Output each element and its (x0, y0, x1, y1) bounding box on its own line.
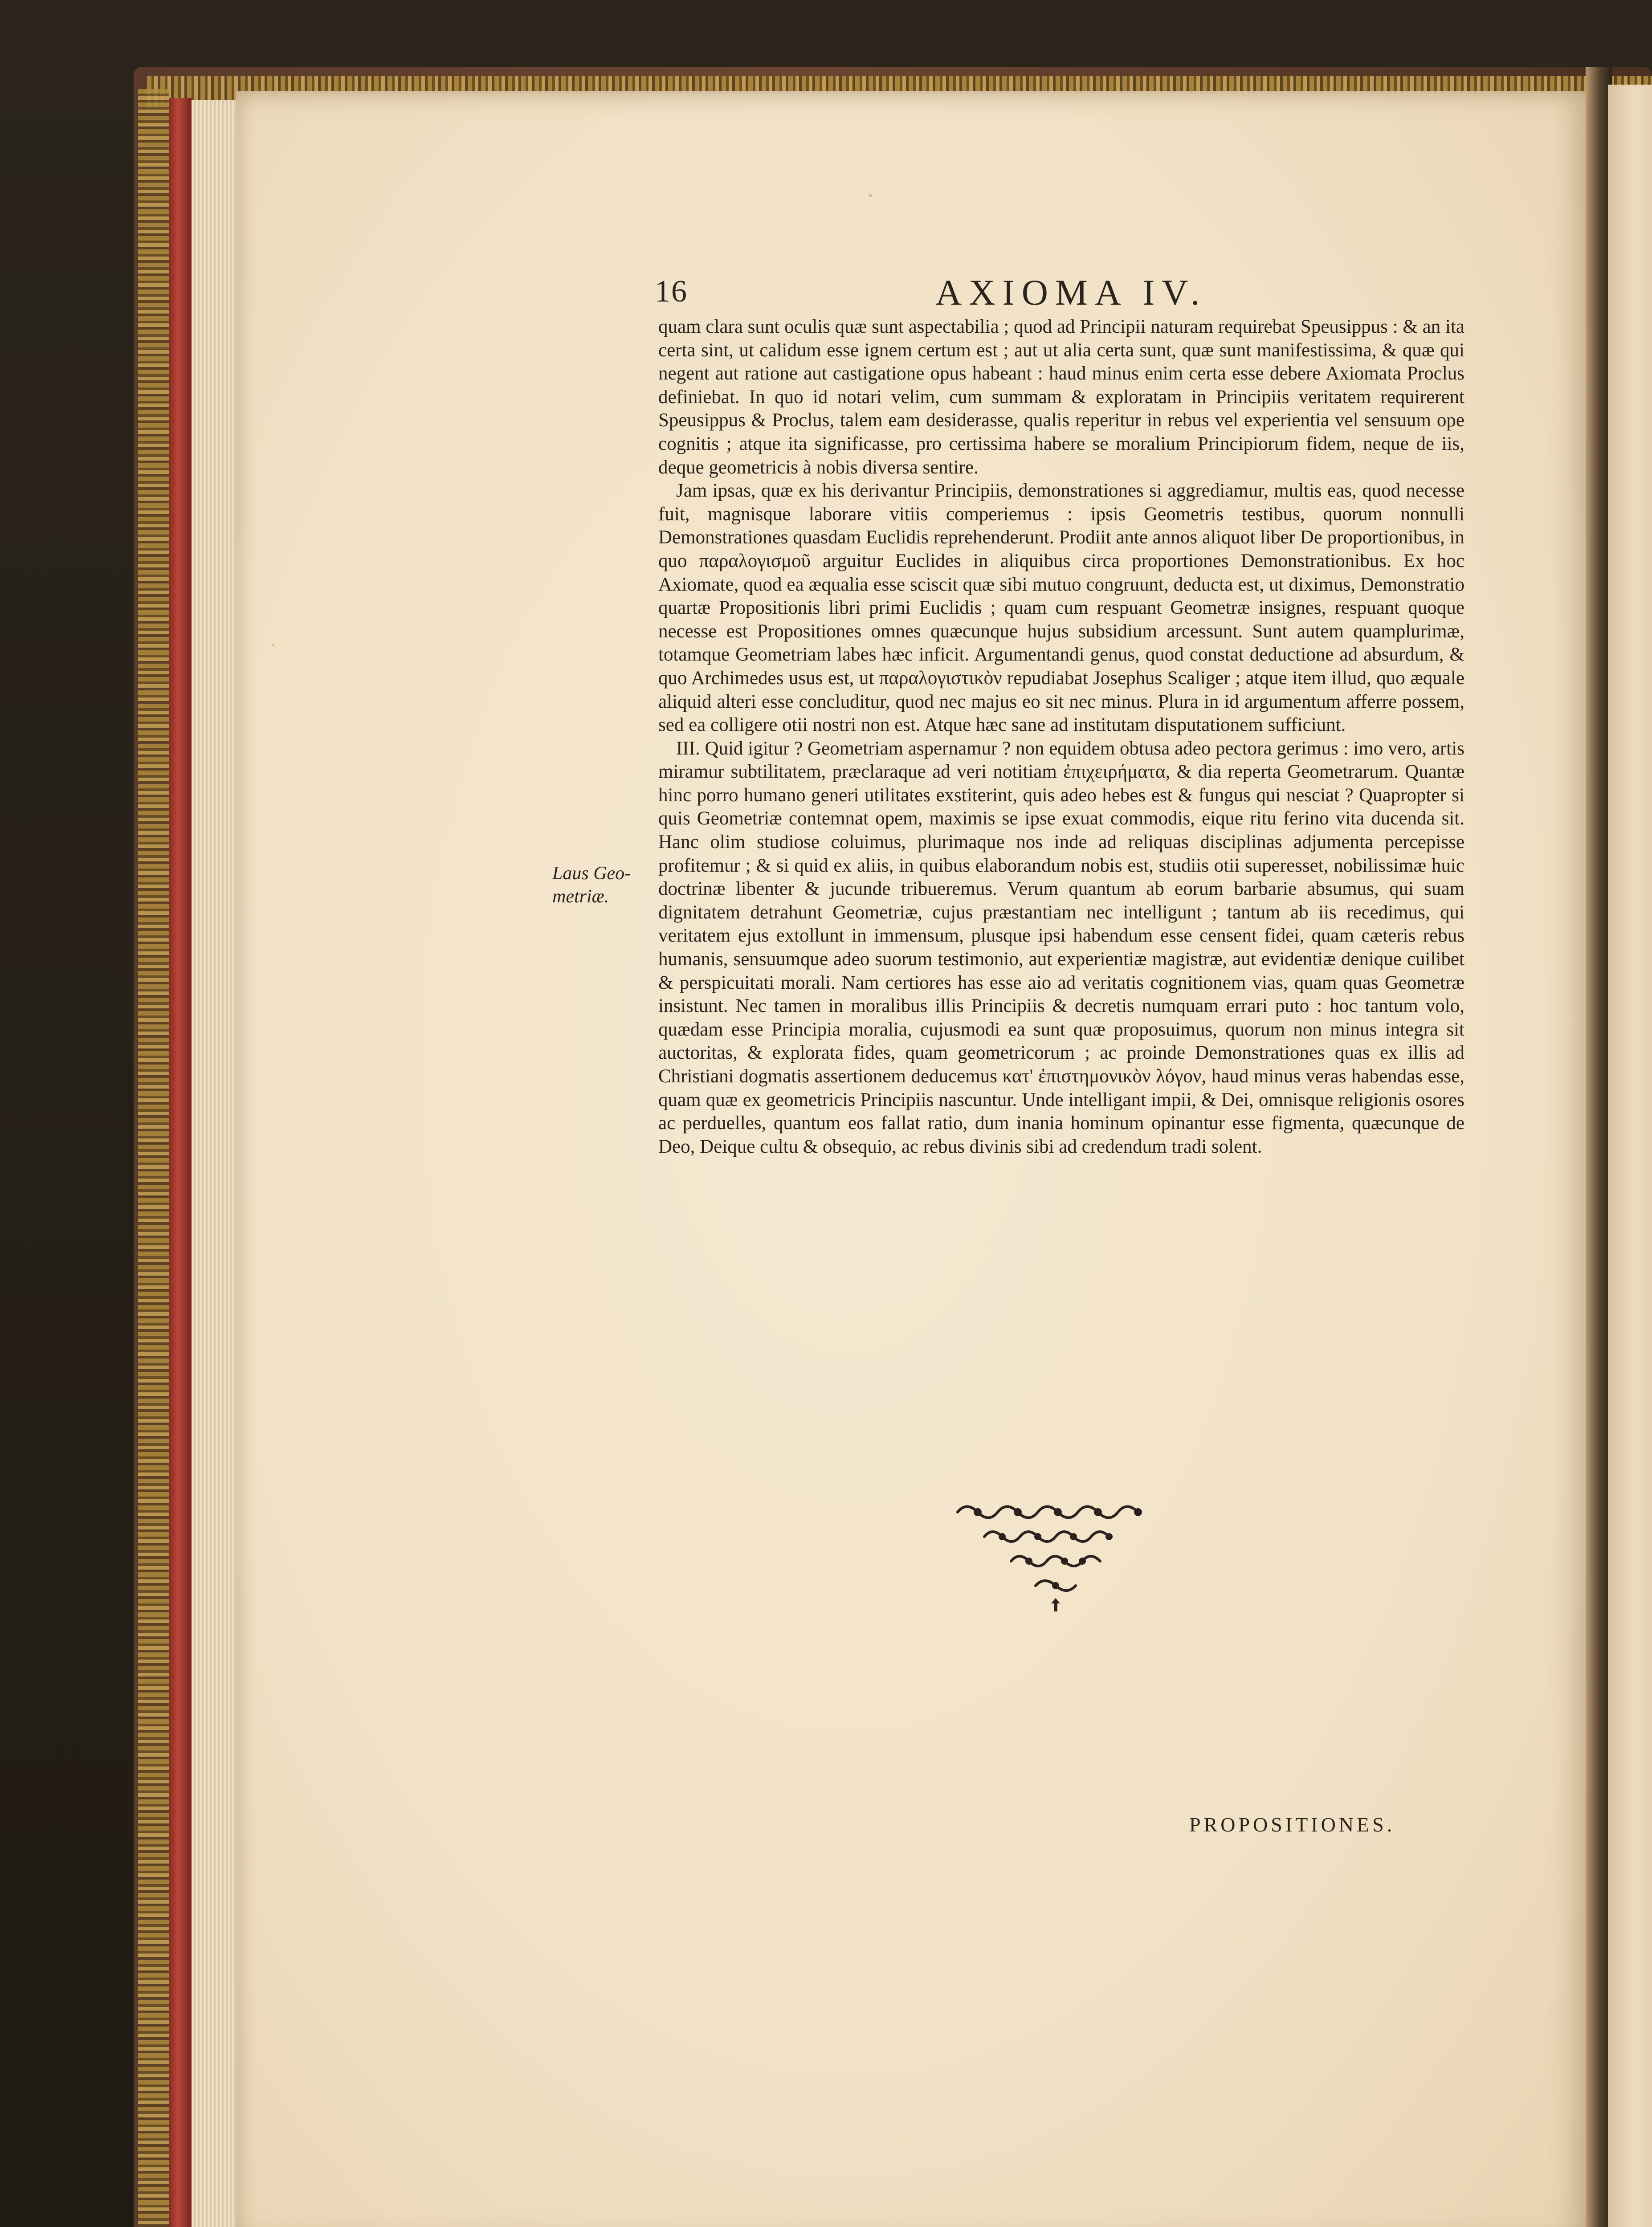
paper-spot (272, 644, 274, 646)
running-title: AXIOMA IV. (935, 272, 1207, 313)
margin-note-line: metriæ. (552, 886, 609, 907)
red-page-edge (169, 98, 192, 2227)
margin-note (552, 862, 650, 908)
running-head (655, 274, 1456, 314)
fleuron-tailpiece-icon (944, 1494, 1167, 1628)
body-text (658, 315, 1464, 1158)
paragraph: Jam ipsas, quæ ex his derivantur Principiis, demonstrationes si aggrediamur, multis eas, quod necesse fuit, magnisque laborare vitiis comperiemus : ipsis Geometris testibus, quorum nonnulli Demonstrationes quasdam Euclidis reprehenderunt. Prodiit ante annos aliquot liber De proportionibus, in quo παραλογισμοῦ arguitur Euclides in aliquibus circa proportiones Demonstrationibus. Ex hoc Axiomate, quod ea æqualia esse sciscit quæ sibi mutuo congruunt, deducta est, ut diximus, Demonstratio quartæ Propositionis libri primi Euclidis ; quam cum respuant Geometræ insignes, respuant quoque necesse est Propositiones omnes quæcunque hujus subsidium arcessunt. Sunt autem quamplurimæ, totamque Geometriam labes hæc inficit. Argumentandi genus, quod constat deductione ad absurdum, & quo Archimedes usus est, ut παραλογιστικὸν repudiabat Josephus Scaliger ; atque item illud, quo æquale aliquid alteri esse concluditur, quod nec majus eo sit nec minus. Plura in id argumentum afferre possem, sed ea colligere otii nostri non est. Atque hæc sane ad institutam disputationem sufficiunt. (658, 480, 1464, 736)
gilt-border-left (138, 89, 169, 2227)
paper-spot (869, 194, 872, 197)
margin-note-line: Laus Geo- (552, 863, 631, 884)
paragraph: quam clara sunt oculis quæ sunt aspectabilia ; quod ad Principii naturam requirebat Speusippus : & an ita certa sint, ut calidum esse ignem certum est ; aut ut alia certa sunt, quæ sunt manifestissima, & quæ qui negent aut ratione aut castigatione opus habeant : haud minus enim certa esse debere Axiomata Proclus definiebat. In quo id notari velim, cum summam & exploratam in Principiis veritatem requirerent Speusippus & Proclus, talem eam desiderasse, qualis reperitur in rebus vel experientia vel sensuum ope cognitis ; atque ita significasse, pro certissima habere se moralium Principiorum fidem, neque de iis, deque geometricis à nobis diversa sentire. (658, 316, 1464, 478)
catchword: PROPOSITIONES. (1189, 1813, 1395, 1836)
paragraph-section-III: III. Quid igitur ? Geometriam aspernamur ? non equidem obtusa adeo pectora gerimus : imo vero, artis miramur subtilitatem, præclaraque ad veri notitiam ἐπιχειρήματα, & dia reperta Geometrarum. Quantæ hinc porro humano generi utilitates exstiterint, quis adeo hebes est & fungus qui nesciat ? Quapropter si quis Geometriæ contemnat opem, maximis se ipse exuat commodis, eique ritu ferino vita ducenda sit. Hanc olim studiose coluimus, plurimaque nos inde ad reliquas disciplinas adjumenta percepisse profitemur ; & si quid ex aliis, in quibus elaborandum nobis est, studiis otii superesset, nobilissimæ huic doctrinæ libenter & jucunde tribueremus. Verum quantum ab eorum barbarie absumus, qui suam dignitatem detrahunt Geometriæ, cujus præstantiam nec intelligunt ; tantum ab iis recedimus, qui veritatem ejus extollunt in immensum, plusque ipsi habendum esse censent fidei, quam cæteris rebus humanis, sensuumque adeo suorum testimonio, aut experientiæ magistræ, aut evidentiæ denique cuilibet & perspicuitati morali. Nam certiores has esse aio ad veritatis cognitionem vias, quam quas Geometræ insistunt. Nec tamen in moralibus illis Principiis & decretis numquam errari puto : hoc tantum volo, quædam esse Principia moralia, cujusmodi ea sunt quæ proposuimus, quorum non minus integra sit auctoritas, & explorata fides, quam geometricorum ; ac proinde Demonstrationes quas ex illis ad Christiani dogmatis assertionem deducemus κατ' ἐπιστημονικὸν λόγον, haud minus veras habendas esse, quam quæ ex geometricis Principiis nascuntur. Unde intelligant impii, & Dei, omnisque religionis osores ac perduelles, quantum eos fallat ratio, dum inania hominum opinantur esse figmenta, quæcunque de Deo, Deique cultu & obsequio, ac rebus divinis sibi ad credendum tradi solent. (658, 738, 1464, 1157)
page-number: 16 (655, 274, 688, 309)
facing-page-edge (1608, 85, 1652, 2227)
page-stack-edge (192, 100, 241, 2227)
